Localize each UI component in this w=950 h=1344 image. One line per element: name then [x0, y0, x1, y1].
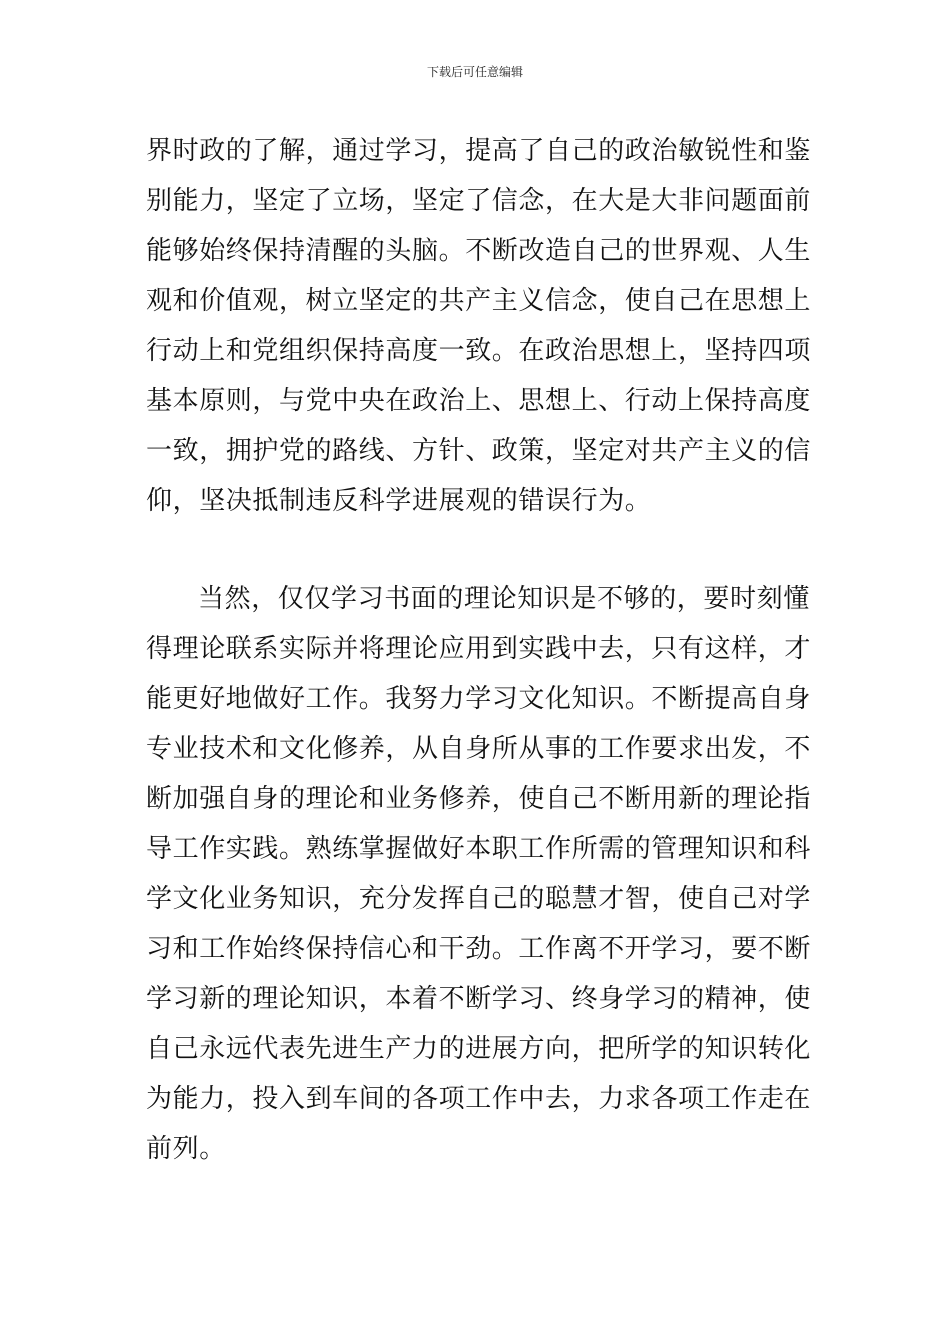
- page-header: 下载后可任意编辑: [426, 65, 523, 79]
- paragraph-line: 导工作实践。熟练掌握做好本职工作所需的管理知识和科: [146, 834, 812, 864]
- paragraph-1: [146, 126, 826, 526]
- paragraph-line: 专业技术和文化修养，从自身所从事的工作要求出发，不: [146, 734, 812, 764]
- paragraph-line: 学文化业务知识，充分发挥自己的聪慧才智，使自己对学: [146, 884, 812, 914]
- paragraph-line: 学习新的理论知识，本着不断学习、终身学习的精神，使: [146, 984, 812, 1014]
- paragraph-line: 仰，坚决抵制违反科学进展观的错误行为。: [146, 486, 652, 516]
- paragraph-line: 得理论联系实际并将理论应用到实践中去，只有这样，才: [146, 634, 812, 664]
- paragraph-line: 别能力，坚定了立场，坚定了信念，在大是大非问题面前: [146, 186, 812, 216]
- paragraph-line: 为能力，投入到车间的各项工作中去，力求各项工作走在: [146, 1084, 812, 1114]
- paragraph-line: 行动上和党组织保持高度一致。在政治思想上，坚持四项: [146, 336, 812, 366]
- paragraph-line: 当然，仅仅学习书面的理论知识是不够的，要时刻懂: [198, 584, 810, 614]
- paragraph-2: [146, 574, 826, 1174]
- paragraph-line: 前列。: [146, 1134, 226, 1164]
- paragraph-line: 断加强自身的理论和业务修养，使自己不断用新的理论指: [146, 784, 812, 814]
- paragraph-line: 自己永远代表先进生产力的进展方向，把所学的知识转化: [146, 1034, 812, 1064]
- paragraph-line: 基本原则，与党中央在政治上、思想上、行动上保持高度: [146, 386, 812, 416]
- paragraph-line: 观和价值观，树立坚定的共产主义信念，使自己在思想上: [146, 286, 812, 316]
- paragraph-line: 能够始终保持清醒的头脑。不断改造自己的世界观、人生: [146, 236, 812, 266]
- paragraph-line: 习和工作始终保持信心和干劲。工作离不开学习，要不断: [146, 934, 812, 964]
- paragraph-line: 界时政的了解，通过学习，提高了自己的政治敏锐性和鉴: [146, 136, 812, 166]
- paragraph-line: 一致，拥护党的路线、方针、政策，坚定对共产主义的信: [146, 436, 812, 466]
- paragraph-line: 能更好地做好工作。我努力学习文化知识。不断提高自身: [146, 684, 812, 714]
